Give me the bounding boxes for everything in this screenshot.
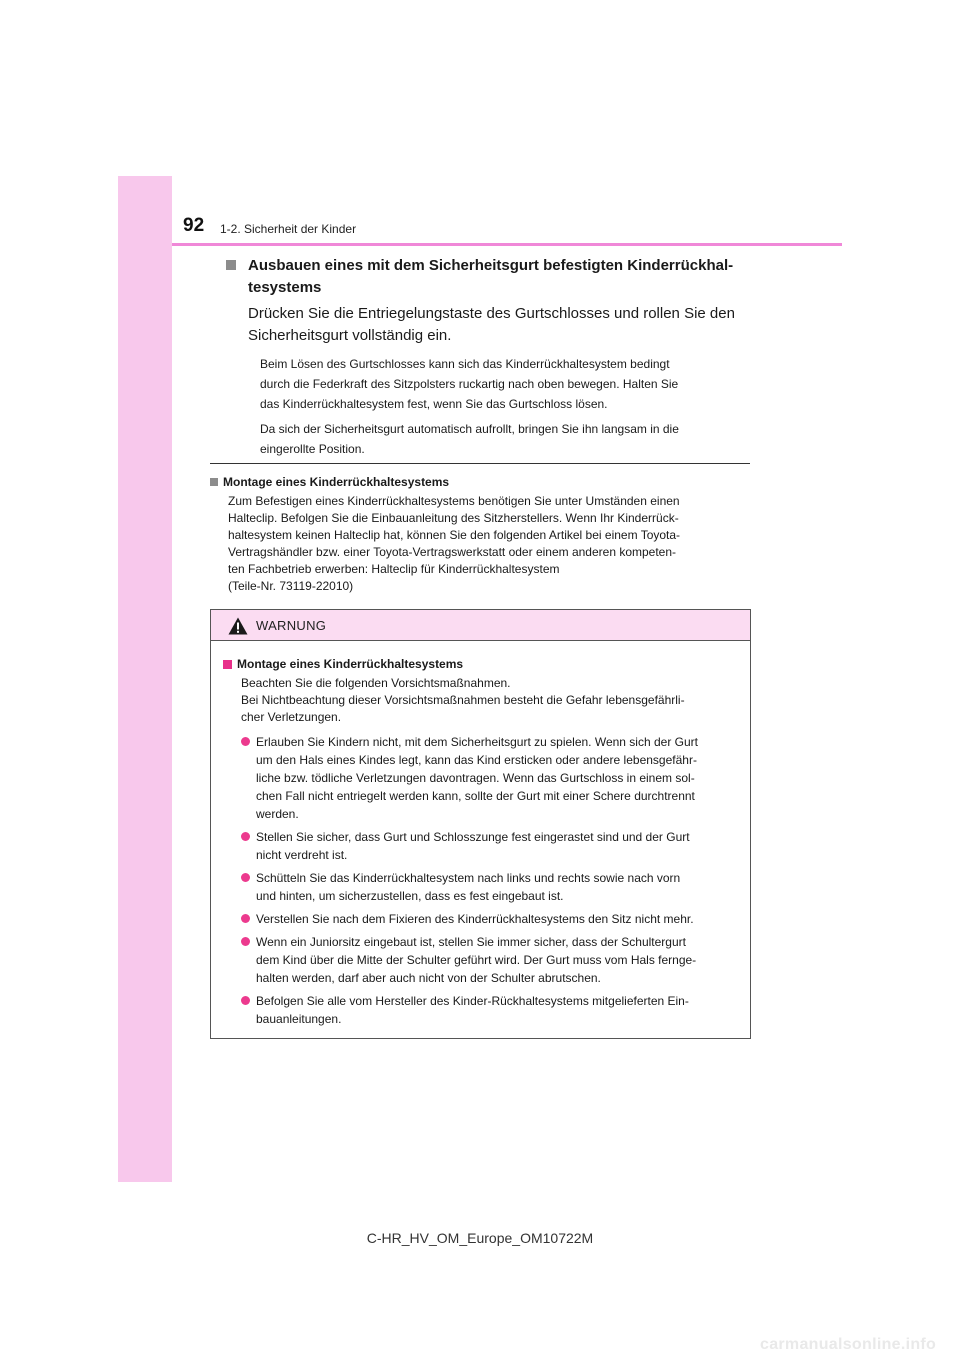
warning-bullet: Verstellen Sie nach dem Fixieren des Kinderrückhaltesystems den Sitz nicht mehr.	[241, 910, 744, 928]
section-heading-row	[226, 255, 746, 299]
section-heading: Ausbauen eines mit dem Sicherheitsgurt befestigten Kinderrückhal- tesystems	[248, 257, 734, 296]
circle-bullet-icon	[241, 873, 250, 882]
document-code: C-HR_HV_OM_Europe_OM10722M	[366, 1230, 594, 1246]
running-head: 1-2. Sicherheit der Kinder	[220, 222, 357, 236]
header-rule	[172, 243, 842, 246]
square-bullet-icon	[210, 478, 218, 486]
section-mounting-info	[210, 474, 750, 595]
square-bullet-icon	[226, 260, 236, 270]
warning-bullet: Schütteln Sie das Kinderrückhaltesystem nach links und rechts sowie nach vorn und hinten, um sicherzustellen, dass es fest eingebaut ist.	[241, 869, 744, 905]
warning-body	[211, 641, 750, 1028]
section-remove-child-seat	[226, 255, 746, 459]
warning-label: WARNUNG	[256, 618, 327, 633]
warning-triangle-icon	[228, 617, 248, 635]
warning-bullet: Befolgen Sie alle vom Hersteller des Kinder-Rückhaltesystems mitgelieferten Ein- bauanleitungen.	[241, 992, 744, 1028]
warning-intro: Beachten Sie die folgenden Vorsichtsmaßnahmen. Bei Nichtbeachtung dieser Vorsichtsmaßnahmen besteht die Gefahr lebensgefährli- cher Verletzungen.	[241, 676, 685, 724]
note-paragraph: Da sich der Sicherheitsgurt automatisch aufrollt, bringen Sie ihn langsam in die eingerollte Position.	[260, 422, 679, 456]
warning-heading-row	[223, 656, 744, 672]
warning-header	[211, 610, 750, 641]
circle-bullet-icon	[241, 914, 250, 923]
warning-bullet: Stellen Sie sicher, dass Gurt und Schlosszunge fest eingerastet sind und der Gurt nicht verdreht ist.	[241, 828, 744, 864]
info-heading-row	[210, 474, 750, 490]
note-paragraph: Beim Lösen des Gurtschlosses kann sich das Kinderrückhaltesystem bedingt durch die Federkraft des Sitzpolsters ruckartig nach oben bewegen. Halten Sie das Kinderrückhaltesystem fest, wenn Sie das Gurtschloss lösen.	[260, 357, 679, 411]
warning-heading: Montage eines Kinderrückhaltesystems	[237, 657, 464, 671]
warning-bullet: Wenn ein Juniorsitz eingebaut ist, stellen Sie immer sicher, dass der Schultergurt dem Kind über die Mitte der Schulter geführt wird. Der Gurt muss vom Hals fernge- halten werden, darf aber auch nicht von der Schulter abrutschen.	[241, 933, 744, 987]
warning-bullet: Erlauben Sie Kindern nicht, mit dem Sicherheitsgurt zu spielen. Wenn sich der Gurt um den Hals eines Kindes legt, kann das Kind ersticken oder andere lebensgefähr- liche bzw. tödliche Verletzungen davontragen. Wenn das Gurtschloss in einem sol- chen Fall nicht entriegelt werden kann, sollte der Gurt mit einer Schere durchtrennt werden.	[241, 733, 744, 823]
section-body: Drücken Sie die Entriegelungstaste des Gurtschlosses und rollen Sie den Sicherheitsgurt vollständig ein.	[248, 305, 735, 344]
circle-bullet-icon	[241, 737, 250, 746]
side-tab	[118, 176, 172, 1182]
warning-box	[210, 609, 751, 1039]
circle-bullet-icon	[241, 832, 250, 841]
info-heading: Montage eines Kinderrückhaltesystems	[223, 475, 450, 489]
info-paragraph: Zum Befestigen eines Kinderrückhaltesystems benötigen Sie unter Umständen einen Halteclip. Befolgen Sie die Einbauanleitung des Sitzherstellers. Wenn Ihr Kinderrück- haltesystem keinen Halteclip hat, können Sie den folgenden Artikel bei einem Toyota- Vertragshändler bzw. einer Toyota-Vertragswerkstatt oder einem anderen kompeten- ten Fachbetrieb erwerben: Halteclip für Kinderrückhaltesystem (Teile-Nr. 73119-22010)	[228, 494, 681, 593]
section-divider	[210, 463, 750, 464]
watermark: carmanualsonline.info	[760, 1336, 937, 1353]
circle-bullet-icon	[241, 937, 250, 946]
pink-square-bullet-icon	[223, 660, 232, 669]
circle-bullet-icon	[241, 996, 250, 1005]
page-number: 92	[183, 215, 205, 236]
